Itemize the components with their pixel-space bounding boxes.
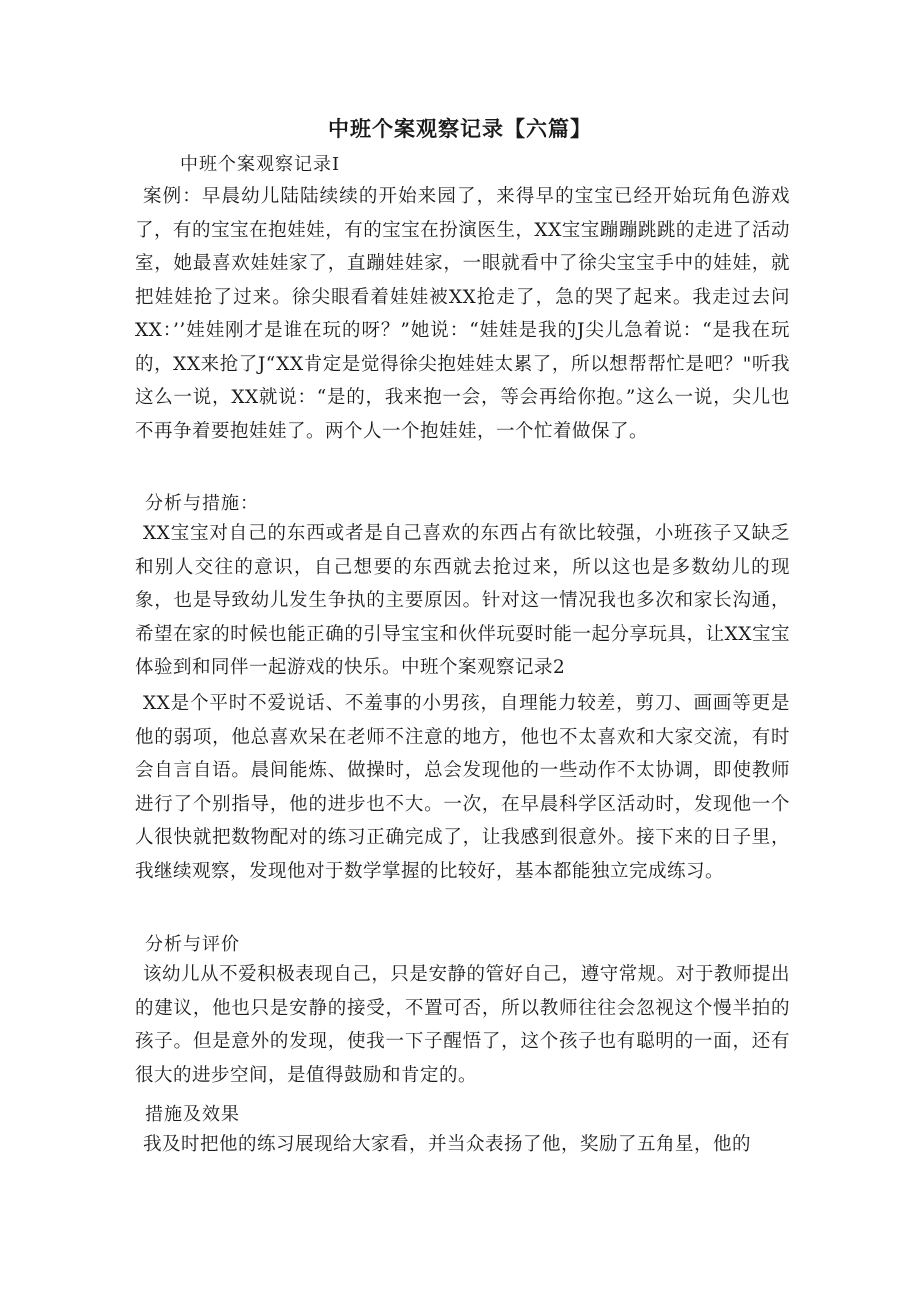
measures-text: 我及时把他的练习展现给大家看，并当众表扬了他，奖励了五角星，他的	[143, 1134, 752, 1155]
evaluation-paragraph	[135, 958, 790, 1092]
case2-text: XX是个平时不爱说话、不羞事的小男孩，自理能力较差，剪刀、画画等更是他的弱项，他总喜欢呆在老师不注意的地方，他也不太喜欢和大家交流，有时会自言自语。晨间能炼、做操时，总会发现他的一些动作不太协调，即使教师进行了个别指导，他的进步也不大。一次，在早晨科学区活动时，发现他一个人很快就把数物配对的练习正确完成了，让我感到很意外。接下来的日子里，我继续观察，发现他对于数学掌握的比较好，基本都能独立完成练习。	[135, 693, 790, 882]
page-title: 中班个案观察记录【六篇】	[328, 117, 592, 141]
evaluation-text: 该幼儿从不爱积极表现自己，只是安静的管好自己，遵守常规。对于教师提出的建议，他也只是安静的接受，不置可否，所以教师往往会忽视这个慢半拍的孩子。但是意外的发现，使我一下子醒悟了，这个孩子也有聪明的一面，还有很大的进步空间，是值得鼓励和肯定的。	[135, 964, 790, 1086]
analysis-text: XX宝宝对自己的东西或者是自己喜欢的东西占有欲比较强，小班孩子又缺乏和别人交往的意识，自己想要的东西就去抢过来，所以这也是多数幼儿的现象，也是导致幼儿发生争执的主要原因。针对这一情况我也多次和家长沟通，希望在家的时候也能正确的引导宝宝和伙伴玩耍时能一起分享玩具，让XX宝宝体验到和同伴一起游戏的快乐。中班个案观察记录2	[135, 523, 790, 678]
analysis-label: 分析与措施：	[145, 493, 259, 514]
measures-label: 措施及效果	[145, 1104, 240, 1125]
evaluation-label: 分析与评价	[145, 934, 240, 955]
measures-paragraph	[135, 1128, 790, 1162]
case2-paragraph	[135, 687, 790, 888]
case1-paragraph	[135, 180, 790, 448]
analysis-paragraph	[135, 517, 790, 685]
case1-text: 案例：早晨幼儿陆陆续续的开始来园了，来得早的宝宝已经开始玩角色游戏了，有的宝宝在抱娃娃，有的宝宝在扮演医生，XX宝宝蹦蹦跳跳的走进了活动室，她最喜欢娃娃家了，直蹦娃娃家，一眼就看中了徐尖宝宝手中的娃娃，就把娃娃抢了过来。徐尖眼看着娃娃被XX抢走了，急的哭了起来。我走过去问XX：’’娃娃刚才是谁在玩的呀？”她说：“娃娃是我的J尖儿急着说：“是我在玩的，XX来抢了J“XX肯定是觉得徐尖抱娃娃太累了，所以想帮帮忙是吧？"听我这么一说，XX就说：“是的，我来抱一会，等会再给你抱。”这么一说，尖儿也不再争着要抱娃娃了。两个人一个抱娃娃，一个忙着做保了。	[135, 186, 790, 442]
section-subtitle: 中班个案观察记录I	[180, 154, 341, 175]
